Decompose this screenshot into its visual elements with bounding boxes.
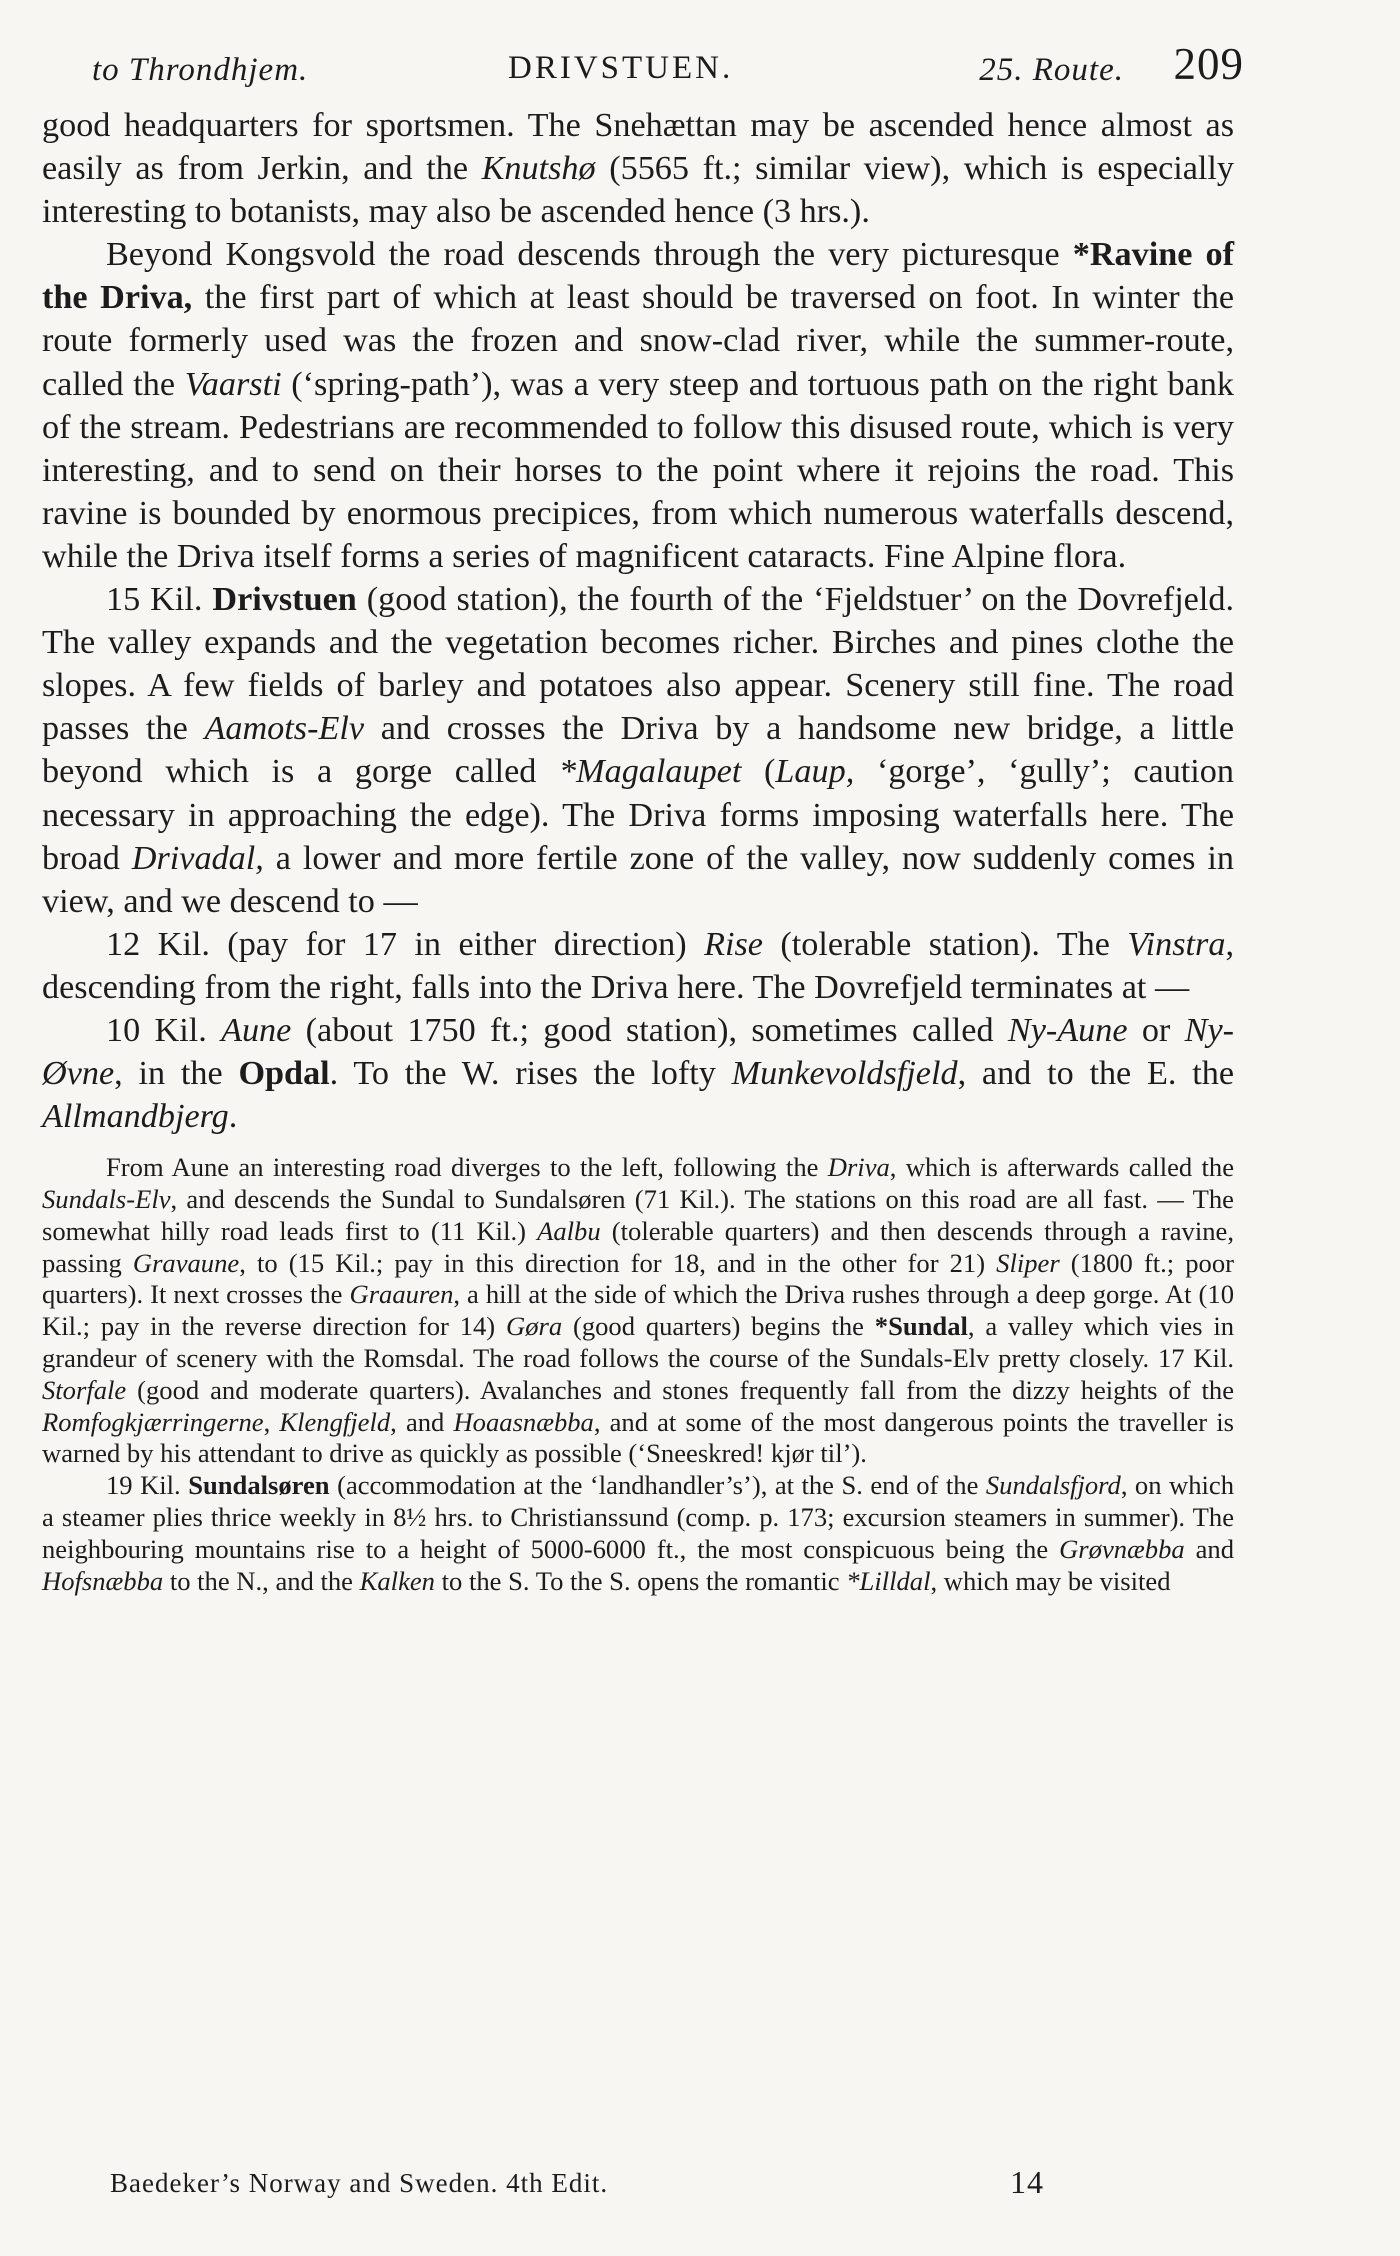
main-text	[42, 104, 1234, 1138]
text-run: (good quarters) begins the	[562, 1311, 875, 1342]
italic-run: Hoaasnæbba	[453, 1406, 594, 1437]
signature-mark: 14	[1010, 2164, 1044, 2200]
text-run: 10 Kil.	[106, 1011, 222, 1049]
bold-run: Sundalsøren	[188, 1470, 330, 1501]
small-paragraph	[42, 1152, 1234, 1470]
paragraph	[42, 1009, 1234, 1138]
text-run: ‘gorge’, ‘gully’; caution necessary in approaching the edge). The Driva forms imposing waterfalls here. The broad	[42, 753, 1234, 877]
text-run: , which is afterwards called the	[889, 1152, 1235, 1183]
italic-run: Sundals-Elv	[42, 1184, 171, 1215]
italic-run: Allmandbjerg	[42, 1098, 229, 1136]
text-run: From Aune an interesting road diverges to the left, following the	[106, 1152, 828, 1183]
text-run: , and descends the Sundal to Sundalsøren (71 Kil.). The stations on this road are all fast. — The somewhat hilly road leads first to (11 Kil.)	[42, 1184, 1234, 1246]
text-run: the first part of which at least should be traversed on foot. In winter the route formerly used was the frozen and snow-clad river, while the summer-route, called the	[42, 279, 1235, 403]
text-run: 19 Kil.	[106, 1470, 189, 1501]
text-run: ,	[263, 1406, 280, 1437]
text-run: good headquarters for sportsmen. The Snehættan may be ascended hence almost as easily as from Jerkin, and the	[42, 107, 1234, 188]
text-run: and crosses the Driva by a handsome new bridge, a little beyond which is a gorge called	[42, 710, 1235, 791]
italic-run: Rise	[704, 925, 763, 963]
italic-run: Knutshø	[481, 150, 596, 188]
text-run: (good station), the fourth of the ‘Fjeldstuer’ on the Dovrefjeld. The valley expands and the vegetation becomes richer. Birches and pines clothe the slopes. A few fields of barley and potatoes also appear. Scenery still fine. The road passes the	[42, 581, 1234, 748]
italic-run: Driva	[827, 1152, 890, 1183]
text-run: (about 1750 ft.; good station), sometimes called	[291, 1011, 1008, 1049]
text-run: , and to the E. the	[957, 1055, 1235, 1093]
text-run: .	[228, 1098, 238, 1136]
text-run: . To the W. rises the lofty	[329, 1055, 732, 1093]
text-run: (‘spring-path’), was a very steep and tortuous path on the right bank of the stream. Pedestrians are recommended to follow this disused route, which is very interesting, and to send on their horses to the point where it rejoins the road. This ravine is bounded by enormous precipices, from which numerous waterfalls descend, while the Driva itself forms a series of magnificent cataracts. Fine Alpine flora.	[42, 365, 1234, 575]
text-run: , on which a steamer plies thrice weekly in 8½ hrs. to Christianssund (comp. p. 173; excursion steamers in summer). The neighbouring mountains rise to a height of 5000-6000 ft., the most conspicuous being the	[42, 1470, 1234, 1564]
bold-run: Opdal	[238, 1055, 330, 1093]
bold-run: Drivstuen	[212, 581, 357, 619]
italic-run: Kalken	[359, 1565, 435, 1596]
text-run: , descending from the right, falls into the Driva here. The Dovrefjeld terminates at —	[42, 925, 1234, 1006]
italic-run: Sundalsfjord	[985, 1470, 1121, 1501]
text-run: (tolerable quarters) and then descends through a ravine, passing	[42, 1215, 1234, 1278]
text-run: to the N., and the	[163, 1565, 360, 1596]
text-run: (1800 ft.; poor quarters). It next crosses the	[42, 1247, 1234, 1310]
italic-run: *Lilldal	[846, 1565, 931, 1596]
italic-run: Klengfjeld	[279, 1406, 391, 1437]
italic-run: *Magalaupet	[559, 753, 742, 791]
italic-run: Drivadal,	[131, 839, 264, 877]
italic-run: Gøra	[505, 1311, 563, 1342]
small-print-section	[42, 1152, 1234, 1597]
text-run: , and at some of the most dangerous points the traveller is warned by his attendant to drive as quickly as possible (‘Sneeskred! kjør til’).	[42, 1406, 1235, 1469]
italic-run: Ny-Øvne	[42, 1011, 1235, 1093]
text-run: (5565 ft.; similar view), which is especially interesting to botanists, may also be ascended hence (3 hrs.).	[42, 150, 1235, 231]
paragraph	[42, 578, 1234, 923]
text-run: 15 Kil.	[106, 581, 213, 619]
italic-run: Aune	[221, 1011, 292, 1049]
text-run: , which may be visited	[930, 1565, 1171, 1596]
italic-run: Munkevoldsfjeld	[731, 1055, 958, 1093]
text-run: (tolerable station). The	[762, 925, 1128, 963]
footer-imprint: Baedeker’s Norway and Sweden. 4th Edit.	[110, 2168, 609, 2198]
italic-run: Hofsnæbba	[42, 1565, 164, 1596]
bold-run: *Sundal	[874, 1311, 968, 1342]
italic-run: Storfale	[42, 1374, 127, 1405]
paragraph	[42, 104, 1234, 233]
text-run: , and	[390, 1406, 454, 1437]
text-run: 12 Kil. (pay for 17 in either direction)	[106, 925, 705, 963]
italic-run: Vinstra	[1127, 925, 1226, 963]
italic-run: Sliper	[996, 1247, 1060, 1278]
text-run: or	[1127, 1011, 1185, 1049]
text-run: , to (15 Kil.; pay in this direction for 18, and in the other for 21)	[239, 1247, 997, 1278]
italic-run: Aalbu	[537, 1215, 601, 1246]
text-run: (good and moderate quarters). Avalanches and stones frequently fall from the dizzy heights of the	[126, 1374, 1234, 1405]
header-route: 25. Route.	[979, 52, 1124, 88]
italic-run: Laup,	[775, 753, 855, 791]
italic-run: Gravaune	[132, 1247, 240, 1278]
book-page	[42, 38, 1244, 1597]
page-footer	[110, 2164, 1110, 2200]
text-run: a lower and more fertile zone of the valley, now suddenly comes in view, and we descend to —	[42, 839, 1235, 920]
text-run: , a valley which vies in grandeur of scenery with the Romsdal. The road follows the course of the Sundals-Elv pretty closely. 17 Kil.	[42, 1311, 1235, 1374]
italic-run: Aamots-Elv	[204, 710, 365, 748]
text-run: , a hill at the side of which the Driva rushes through a deep gorge. At (10 Kil.; pay in the reverse direction for 14)	[42, 1279, 1234, 1342]
text-run: and	[1184, 1533, 1235, 1564]
italic-run: Vaarsti	[184, 365, 282, 403]
italic-run: Ny-Aune	[1007, 1011, 1128, 1049]
italic-run: Grøvnæbba	[1059, 1533, 1185, 1564]
small-paragraph	[42, 1470, 1234, 1597]
bold-run: *Ravine of the Driva,	[42, 236, 1234, 317]
paragraph	[42, 233, 1234, 578]
text-run: (	[741, 753, 776, 791]
text-run: to the S. To the S. opens the romantic	[434, 1565, 847, 1596]
page-number: 209	[1173, 39, 1244, 89]
text-run: (accommodation at the ‘landhandler’s’), at the S. end of the	[329, 1470, 986, 1501]
header-left: to Throndhjem.	[92, 52, 309, 88]
text-run: , in the	[114, 1055, 239, 1093]
text-run: Beyond Kongsvold the road descends through the very picturesque	[106, 236, 1073, 274]
italic-run: Romfogkjærringerne	[42, 1406, 264, 1437]
paragraph	[42, 923, 1234, 1009]
italic-run: Graauren	[349, 1279, 454, 1310]
running-header	[42, 38, 1244, 100]
header-title: DRIVSTUEN.	[508, 50, 734, 86]
